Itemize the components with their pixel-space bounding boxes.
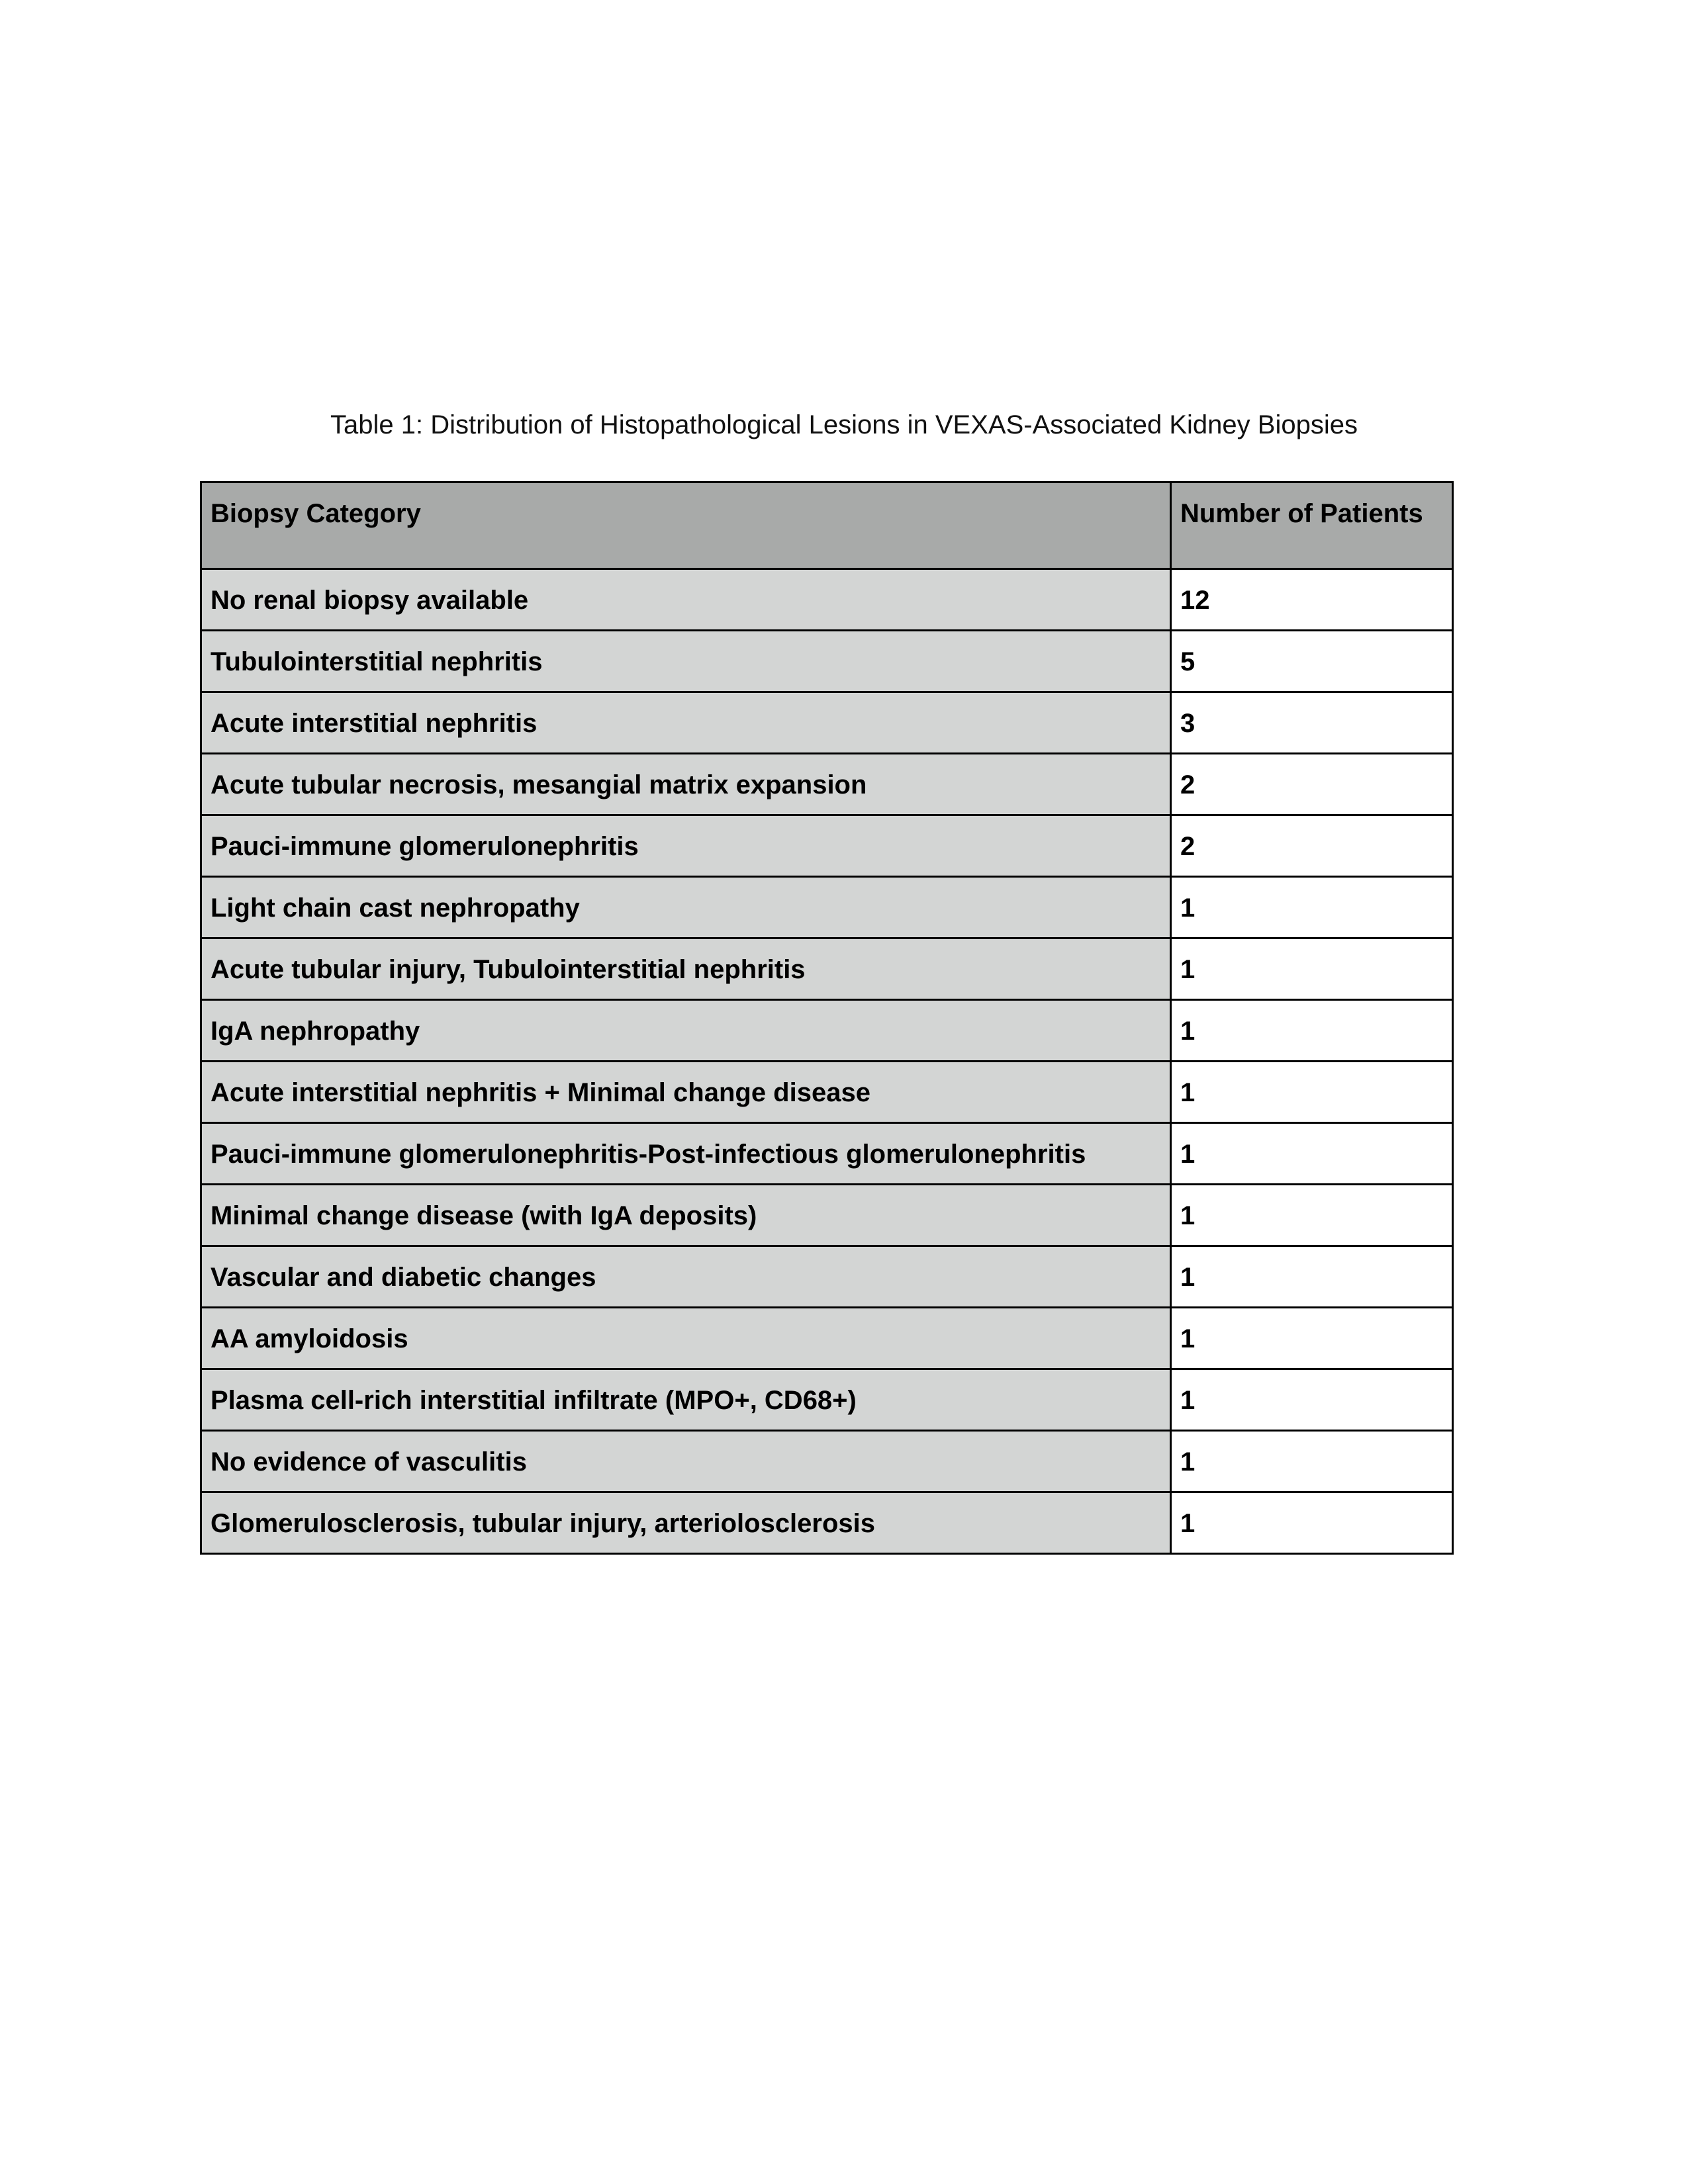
biopsy-category-cell: No evidence of vasculitis xyxy=(201,1431,1171,1492)
table-row xyxy=(201,569,1453,631)
table-row xyxy=(201,692,1453,754)
patient-count-cell: 1 xyxy=(1171,877,1453,938)
biopsy-category-cell: Minimal change disease (with IgA deposits) xyxy=(201,1185,1171,1246)
header-biopsy-category: Biopsy Category xyxy=(201,482,1171,569)
biopsy-category-cell: Acute interstitial nephritis xyxy=(201,692,1171,754)
patient-count-cell: 1 xyxy=(1171,1492,1453,1554)
biopsy-category-cell: IgA nephropathy xyxy=(201,1000,1171,1062)
patient-count-cell: 1 xyxy=(1171,1062,1453,1123)
table-row xyxy=(201,1062,1453,1123)
page-title: Table 1: Distribution of Histopathological Lesions in VEXAS-Associated Kidney Biopsies xyxy=(330,410,1358,439)
patient-count-cell: 1 xyxy=(1171,1000,1453,1062)
patient-count-cell: 1 xyxy=(1171,1369,1453,1431)
table-row xyxy=(201,631,1453,692)
table-row xyxy=(201,1185,1453,1246)
biopsy-category-cell: Glomerulosclerosis, tubular injury, arteriolosclerosis xyxy=(201,1492,1171,1554)
biopsy-category-cell: Vascular and diabetic changes xyxy=(201,1246,1171,1308)
biopsy-category-cell: Pauci-immune glomerulonephritis xyxy=(201,815,1171,877)
table-row xyxy=(201,1246,1453,1308)
biopsy-category-cell: AA amyloidosis xyxy=(201,1308,1171,1369)
patient-count-cell: 12 xyxy=(1171,569,1453,631)
patient-count-cell: 2 xyxy=(1171,754,1453,815)
patient-count-cell: 2 xyxy=(1171,815,1453,877)
table-row xyxy=(201,877,1453,938)
table-header-row xyxy=(201,482,1453,569)
patient-count-cell: 1 xyxy=(1171,1308,1453,1369)
header-number-of-patients: Number of Patients xyxy=(1171,482,1453,569)
biopsy-category-cell: Tubulointerstitial nephritis xyxy=(201,631,1171,692)
biopsy-category-cell: Plasma cell-rich interstitial infiltrate (MPO+, CD68+) xyxy=(201,1369,1171,1431)
biopsy-table xyxy=(200,481,1454,1555)
patient-count-cell: 1 xyxy=(1171,938,1453,1000)
biopsy-category-cell: Acute tubular necrosis, mesangial matrix expansion xyxy=(201,754,1171,815)
table-row xyxy=(201,754,1453,815)
biopsy-category-cell: Pauci-immune glomerulonephritis-Post-infectious glomerulonephritis xyxy=(201,1123,1171,1185)
biopsy-category-cell: No renal biopsy available xyxy=(201,569,1171,631)
table-row xyxy=(201,1492,1453,1554)
patient-count-cell: 1 xyxy=(1171,1185,1453,1246)
patient-count-cell: 5 xyxy=(1171,631,1453,692)
table-row xyxy=(201,1123,1453,1185)
table-row xyxy=(201,1369,1453,1431)
patient-count-cell: 1 xyxy=(1171,1431,1453,1492)
biopsy-category-cell: Acute tubular injury, Tubulointerstitial nephritis xyxy=(201,938,1171,1000)
biopsy-category-cell: Acute interstitial nephritis + Minimal change disease xyxy=(201,1062,1171,1123)
patient-count-cell: 3 xyxy=(1171,692,1453,754)
table-row xyxy=(201,815,1453,877)
table-row xyxy=(201,1431,1453,1492)
table-row xyxy=(201,1308,1453,1369)
patient-count-cell: 1 xyxy=(1171,1246,1453,1308)
patient-count-cell: 1 xyxy=(1171,1123,1453,1185)
table-row xyxy=(201,938,1453,1000)
table-row xyxy=(201,1000,1453,1062)
biopsy-category-cell: Light chain cast nephropathy xyxy=(201,877,1171,938)
